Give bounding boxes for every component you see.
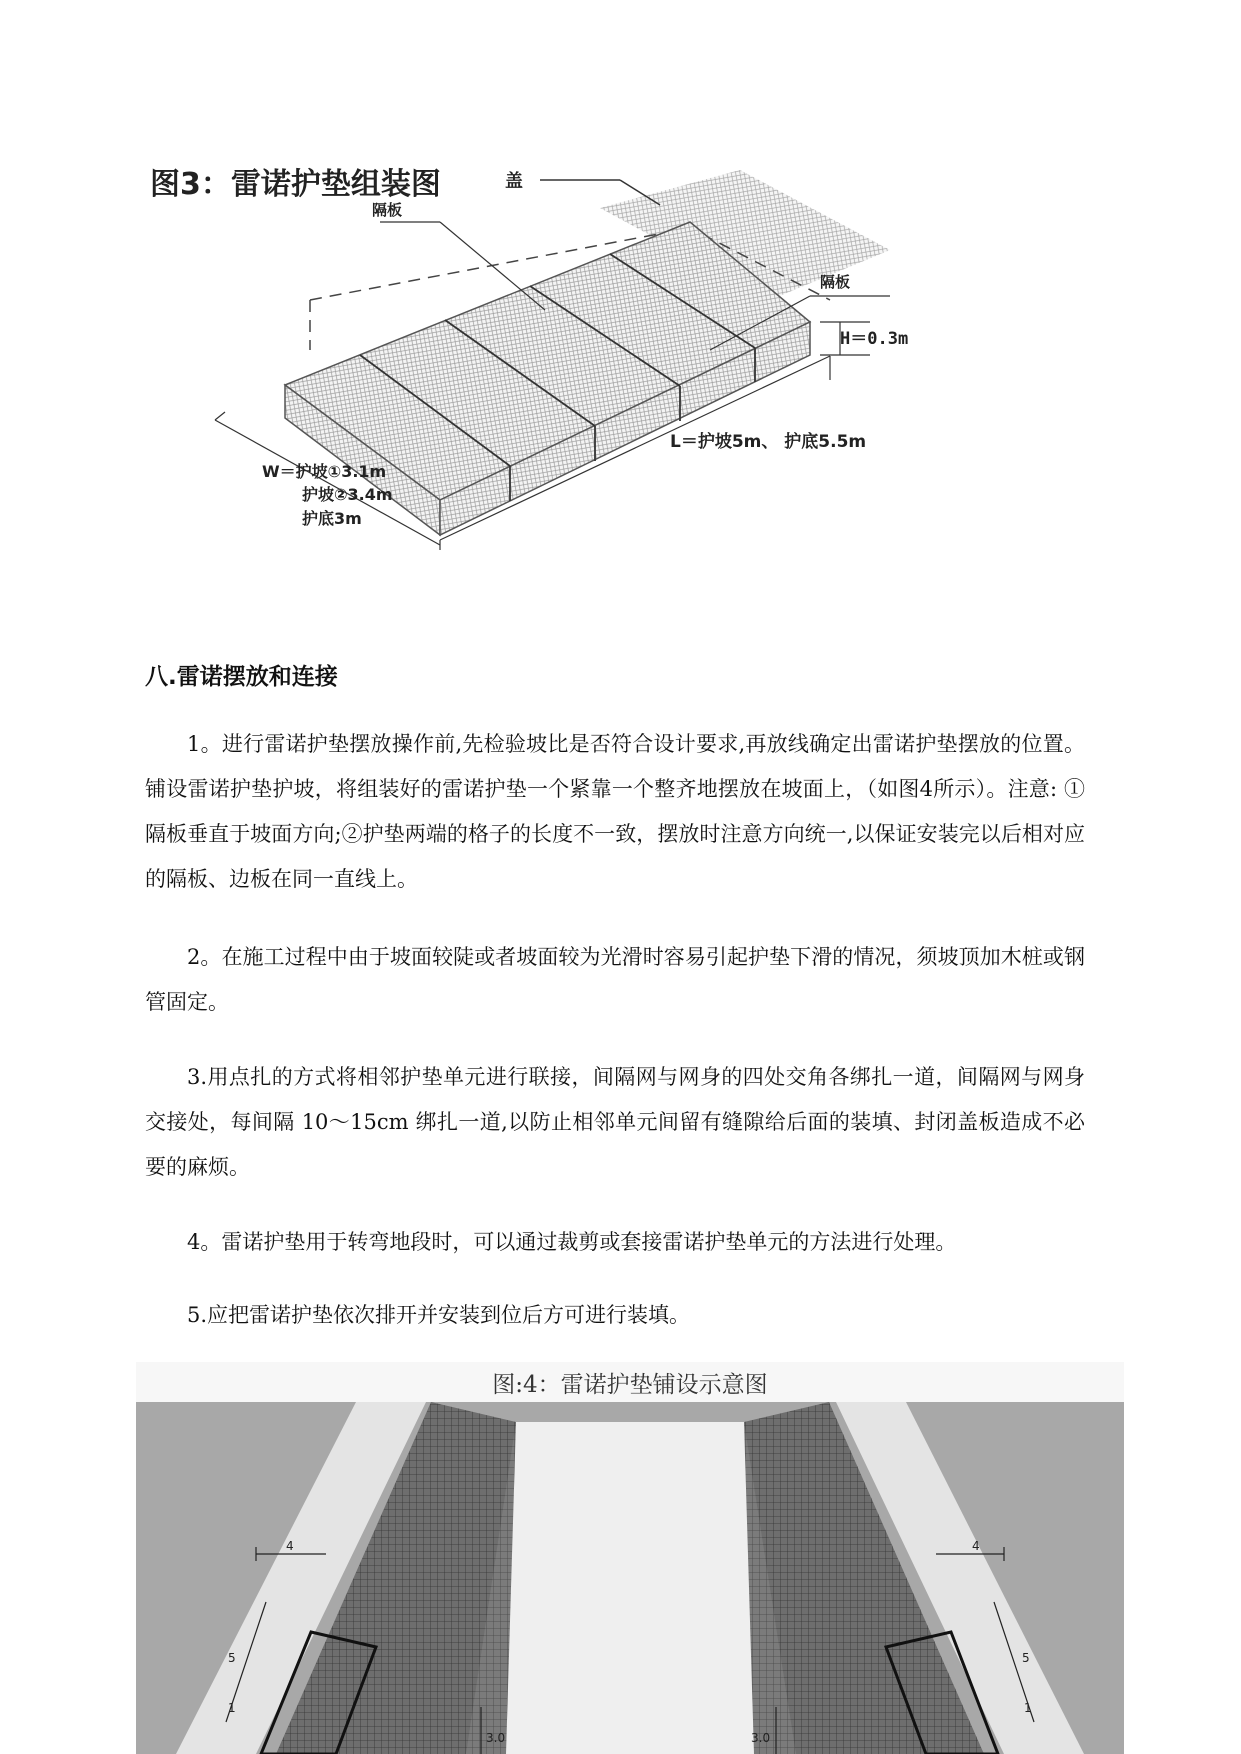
dim-left-top: 4 xyxy=(286,1539,294,1553)
paragraph-1: 1。进行雷诺护垫摆放操作前,先检验坡比是否符合设计要求,再放线确定出雷诺护垫摆放的位置。铺设雷诺护垫护坡，将组装好的雷诺护垫一个紧靠一个整齐地摆放在坡面上，（如图4所示）。注意: ①隔板垂直于坡面方向;②护垫两端的格子的长度不一致，摆放时注意方向统一,以保证安装完以后相对应的隔板、边板在同一直线上。 xyxy=(145,732,1085,891)
length-label: L＝护坡5m、 护底5.5m xyxy=(670,432,867,452)
dim-left-side: 5 xyxy=(228,1651,236,1665)
divider-label-right: 隔板 xyxy=(820,273,851,291)
dim-left-small: 1 xyxy=(228,1701,236,1715)
dim-right-side: 5 xyxy=(1022,1651,1030,1665)
width-label-2: 护坡②3.4m xyxy=(302,485,393,504)
dim-right-small: 1 xyxy=(1024,1701,1032,1715)
lid-label: 盖 xyxy=(505,171,523,192)
figure-4-laying-diagram xyxy=(136,1362,1124,1754)
dim-left-bottom: 3.0 xyxy=(486,1731,506,1745)
figure-4-title: 图:4：雷诺护垫铺设示意图 xyxy=(492,1372,768,1398)
divider-label-top: 隔板 xyxy=(372,201,403,219)
dim-right-top: 4 xyxy=(972,1539,980,1553)
figure-3-assembly-diagram xyxy=(150,150,1070,630)
dim-right-bottom: 3.0 xyxy=(751,1731,771,1745)
paragraph-4: 4。雷诺护垫用于转弯地段时，可以通过裁剪或套接雷诺护垫单元的方法进行处理。 xyxy=(187,1230,957,1254)
height-label: H＝0.3m xyxy=(840,329,909,349)
width-label-1: W＝护坡①3.1m xyxy=(262,462,387,481)
paragraph-3: 3.用点扎的方式将相邻护垫单元进行联接，间隔网与网身的四处交角各绑扎一道，间隔网与网身交接处，每间隔 10～15cm 绑扎一道,以防止相邻单元间留有缝隙给后面的装填、封闭盖板造成不必要的麻烦。 xyxy=(145,1065,1085,1179)
figure-3-title: 图3：雷诺护垫组装图 xyxy=(150,167,441,202)
section-heading: 八.雷诺摆放和连接 xyxy=(145,664,338,690)
paragraph-5: 5.应把雷诺护垫依次排开并安装到位后方可进行装填。 xyxy=(187,1303,691,1327)
width-label-3: 护底3m xyxy=(302,509,362,528)
paragraph-2: 2。在施工过程中由于坡面较陡或者坡面较为光滑时容易引起护垫下滑的情况，须坡顶加木桩或钢管固定。 xyxy=(145,945,1085,1014)
